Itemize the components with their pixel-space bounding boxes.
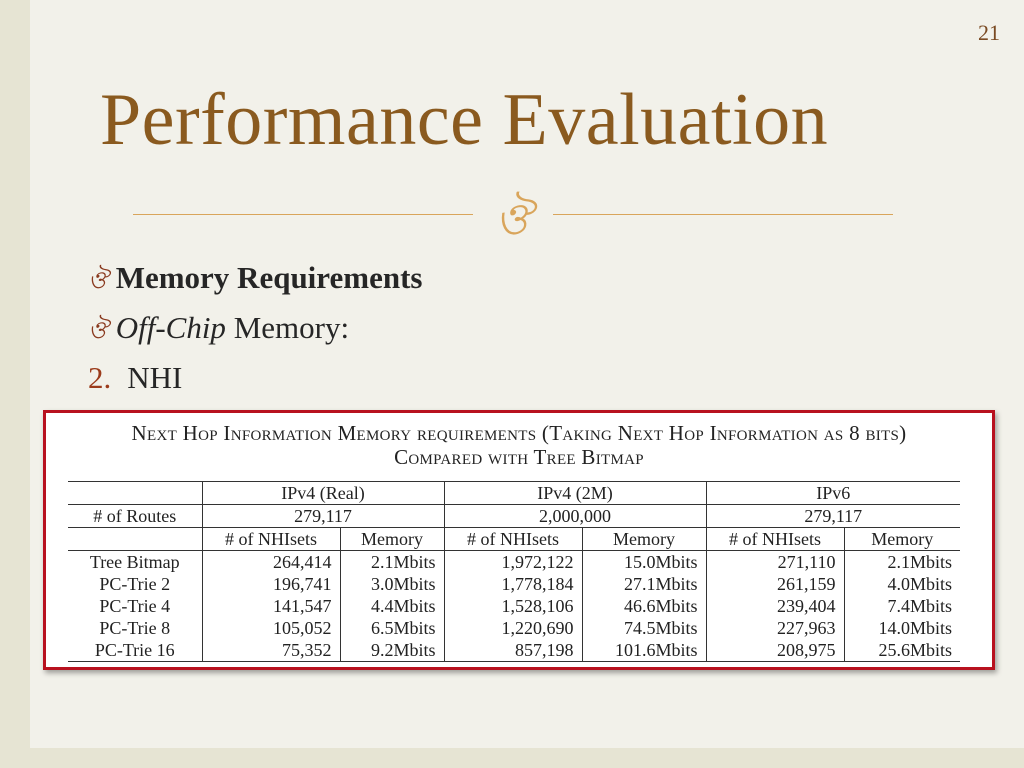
- cell-nhisets: 1,528,106: [444, 595, 582, 617]
- title-divider: [133, 190, 893, 244]
- table-caption-line2: Compared with Tree Bitmap: [394, 445, 644, 469]
- table-row: [68, 617, 960, 639]
- cell-nhisets: 1,778,184: [444, 573, 582, 595]
- cell-memory: 25.6Mbits: [844, 639, 960, 662]
- bullet-off-chip-memory: [88, 308, 422, 358]
- bullet-number: 2.: [88, 360, 112, 395]
- cell-memory: 27.1Mbits: [582, 573, 706, 595]
- table-row: [68, 595, 960, 617]
- routes-ipv6: 279,117: [706, 505, 960, 528]
- bullet-nhi: [88, 358, 422, 408]
- cell-nhisets: 1,220,690: [444, 617, 582, 639]
- subheader-memory: Memory: [582, 528, 706, 551]
- bullet-list: [88, 258, 422, 408]
- divider-line-right: [553, 214, 893, 215]
- cell-memory: 14.0Mbits: [844, 617, 960, 639]
- header-ipv4-2m: IPv4 (2M): [444, 482, 706, 505]
- cell-memory: 46.6Mbits: [582, 595, 706, 617]
- slide: [30, 0, 1024, 748]
- bullet-ornament-icon: ঔ: [88, 268, 108, 294]
- table-routes-row: [68, 505, 960, 528]
- bullet-ornament-icon: ঔ: [88, 318, 108, 344]
- cell-memory: 7.4Mbits: [844, 595, 960, 617]
- header-empty: [68, 482, 202, 505]
- row-name: Tree Bitmap: [89, 551, 180, 572]
- cell-memory: 4.0Mbits: [844, 573, 960, 595]
- cell-nhisets: 261,159: [706, 573, 844, 595]
- bullet-text: NHI: [127, 360, 183, 395]
- table-row: [68, 573, 960, 595]
- subheader-nhisets: # of NHIsets: [444, 528, 582, 551]
- cell-nhisets: 271,110: [706, 551, 844, 574]
- subheader-nhisets: # of NHIsets: [706, 528, 844, 551]
- cell-nhisets: 105,052: [202, 617, 340, 639]
- cell-nhisets: 196,741: [202, 573, 340, 595]
- table-header-groups: [68, 482, 960, 505]
- row-name: PC-Trie 8: [99, 617, 171, 638]
- table-caption-line1: Next Hop Information Memory requirements (Taking Next Hop Information as 8 bits): [131, 421, 907, 445]
- subheader-memory: Memory: [844, 528, 960, 551]
- cell-nhisets: 141,547: [202, 595, 340, 617]
- table-row: [68, 639, 960, 662]
- row-name: PC-Trie 2: [99, 573, 171, 594]
- cell-memory: 3.0Mbits: [340, 573, 444, 595]
- nhi-table-figure: [43, 410, 995, 670]
- subheader-nhisets: # of NHIsets: [202, 528, 340, 551]
- row-name: PC-Trie 4: [99, 595, 171, 616]
- cell-nhisets: 264,414: [202, 551, 340, 574]
- cell-memory: 9.2Mbits: [340, 639, 444, 662]
- cell-memory: 15.0Mbits: [582, 551, 706, 574]
- cell-nhisets: 239,404: [706, 595, 844, 617]
- bullet-text: Memory:: [225, 310, 350, 345]
- routes-ipv4-2m: 2,000,000: [444, 505, 706, 528]
- routes-ipv4-real: 279,117: [202, 505, 444, 528]
- cell-memory: 74.5Mbits: [582, 617, 706, 639]
- header-ipv6: IPv6: [706, 482, 960, 505]
- cell-nhisets: 227,963: [706, 617, 844, 639]
- routes-label: # of Routes: [68, 505, 202, 528]
- cell-memory: 4.4Mbits: [340, 595, 444, 617]
- cell-nhisets: 857,198: [444, 639, 582, 662]
- nhi-memory-table: [68, 481, 960, 662]
- cell-memory: 101.6Mbits: [582, 639, 706, 662]
- bullet-memory-requirements: [88, 258, 422, 308]
- bullet-text: Memory Requirements: [115, 260, 423, 295]
- cell-nhisets: 208,975: [706, 639, 844, 662]
- table-subheader-row: [68, 528, 960, 551]
- cell-memory: 2.1Mbits: [844, 551, 960, 574]
- row-name: PC-Trie 16: [68, 639, 202, 662]
- cell-memory: 6.5Mbits: [340, 617, 444, 639]
- subheader-empty: [68, 528, 202, 551]
- bullet-italic-text: Off-Chip: [115, 310, 226, 345]
- table-row: [68, 551, 960, 574]
- cell-nhisets: 1,972,122: [444, 551, 582, 574]
- slide-title: Performance Evaluation: [100, 79, 829, 161]
- divider-line-left: [133, 214, 473, 215]
- subheader-memory: Memory: [340, 528, 444, 551]
- header-ipv4-real: IPv4 (Real): [202, 482, 444, 505]
- cell-memory: 2.1Mbits: [340, 551, 444, 574]
- cell-nhisets: 75,352: [202, 639, 340, 662]
- ornament-icon: ঔ: [494, 195, 532, 244]
- page-number: 21: [978, 20, 1000, 45]
